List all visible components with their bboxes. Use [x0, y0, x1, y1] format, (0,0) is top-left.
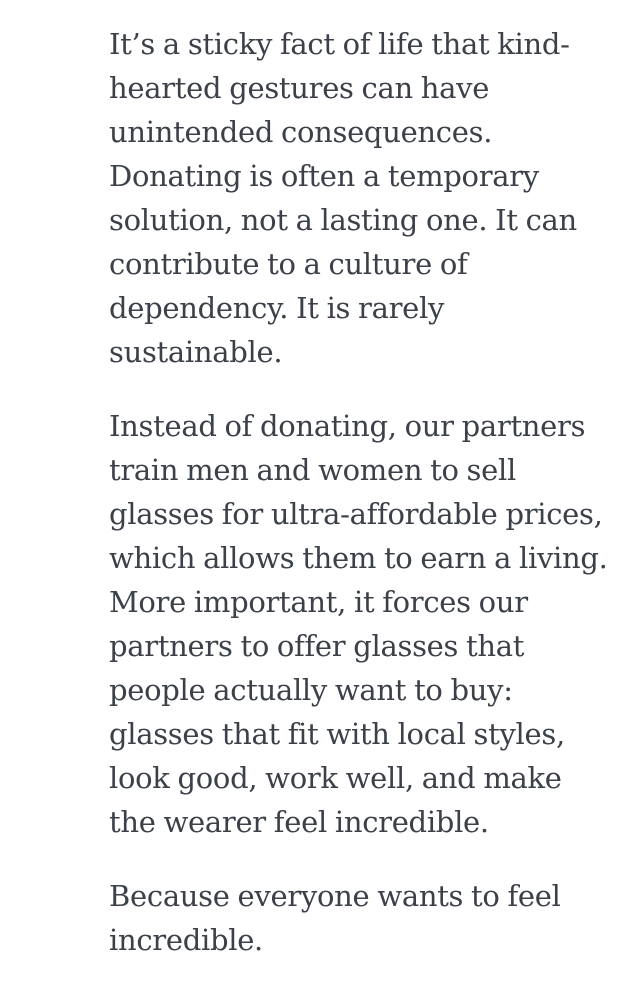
text-line: glasses for ultra-affordable prices, — [109, 497, 603, 531]
text-line: the wearer feel incredible. — [109, 805, 489, 839]
text-line: glasses that fit with local styles, — [109, 717, 565, 751]
text-line: which allows them to earn a living. — [109, 541, 608, 575]
text-line: hearted gestures can have — [109, 71, 490, 105]
text-line: unintended consequences. — [109, 115, 493, 149]
paragraph-2 — [109, 404, 629, 844]
paragraph-1 — [109, 22, 629, 374]
text-line: train men and women to sell — [109, 453, 516, 487]
text-line: people actually want to buy: — [109, 673, 513, 707]
text-line: Because everyone wants to feel — [109, 879, 561, 913]
text-line: partners to offer glasses that — [109, 629, 525, 663]
text-line: More important, it forces our — [109, 585, 528, 619]
text-line: solution, not a lasting one. It can — [109, 203, 577, 237]
text-line: Donating is often a temporary — [109, 159, 539, 193]
text-line: incredible. — [109, 923, 263, 957]
paragraph-3 — [109, 874, 629, 962]
text-line: dependency. It is rarely — [109, 291, 445, 325]
text-line: look good, work well, and make — [109, 761, 562, 795]
text-line: Instead of donating, our partners — [109, 409, 586, 443]
article-body — [109, 22, 629, 992]
text-line: contribute to a culture of — [109, 247, 468, 281]
text-line: sustainable. — [109, 335, 283, 369]
text-line: It’s a sticky fact of life that kind- — [109, 27, 570, 61]
